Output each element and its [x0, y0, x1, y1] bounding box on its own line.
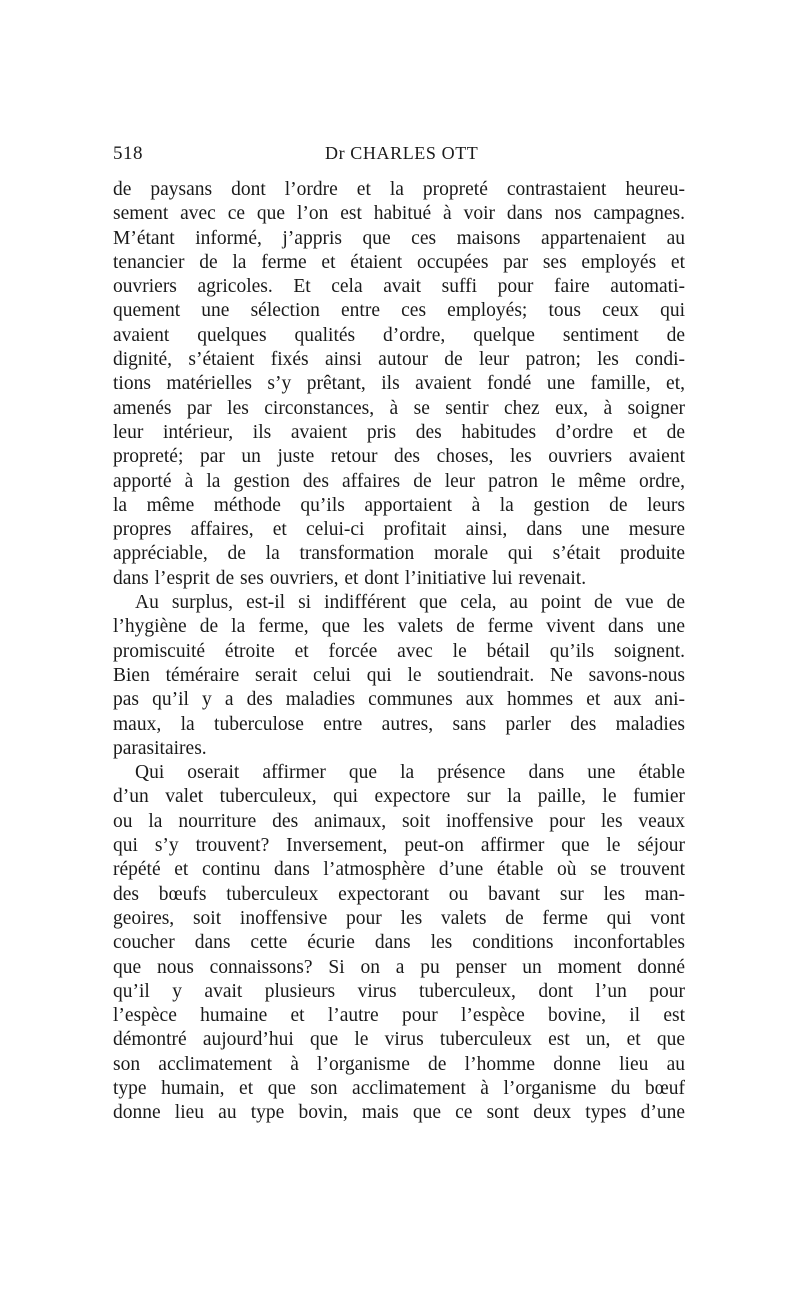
text-line: promiscuité étroite et forcée avec le bétail qu’ils soignent. [113, 640, 685, 662]
text-line: dans l’esprit de ses ouvriers, et dont l’initiative lui revenait. [113, 567, 587, 589]
text-line: sement avec ce que l’on est habitué à voir dans nos campagnes. [113, 203, 685, 225]
text-line: pas qu’il y a des maladies communes aux hommes et aux ani- [113, 689, 685, 711]
page-number: 518 [113, 143, 143, 164]
text-line: parasitaires. [113, 737, 207, 759]
text-line: ouvriers agricoles. Et cela avait suffi pour faire automati- [113, 276, 685, 298]
text-line: ou la nourriture des animaux, soit inoffensive pour les veaux [113, 810, 685, 832]
text-line: donne lieu au type bovin, mais que ce sont deux types d’une [113, 1102, 685, 1124]
text-line: amenés par les circonstances, à se sentir chez eux, à soigner [113, 397, 685, 419]
text-line: appréciable, de la transformation morale qui s’était produite [113, 543, 685, 565]
text-line: l’hygiène de la ferme, que les valets de ferme vivent dans une [113, 616, 685, 638]
text-line: démontré aujourd’hui que le virus tuberculeux est un, et que [113, 1029, 685, 1051]
text-line: qui s’y trouvent? Inversement, peut-on affirmer que le séjour [113, 835, 685, 857]
text-line: geoires, soit inoffensive pour les valets de ferme qui vont [113, 907, 685, 929]
text-line: propreté; par un juste retour des choses, les ouvriers avaient [113, 446, 685, 468]
text-line: type humain, et que son acclimatement à l’organisme du bœuf [113, 1077, 685, 1099]
text-line: son acclimatement à l’organisme de l’homme donne lieu au [113, 1053, 685, 1075]
text-line: Qui oserait affirmer que la présence dans une étable [135, 762, 685, 784]
text-line: de paysans dont l’ordre et la propreté contrastaient heureu- [113, 179, 685, 200]
body-text [113, 178, 685, 1126]
text-line: quement une sélection entre ces employés; tous ceux qui [113, 300, 685, 322]
text-line: maux, la tuberculose entre autres, sans parler des maladies [113, 713, 685, 735]
text-line: qu’il y avait plusieurs virus tuberculeux, dont l’un pour [113, 980, 685, 1002]
text-line: avaient quelques qualités d’ordre, quelque sentiment de [113, 324, 685, 346]
running-head: Dr CHARLES OTT [325, 143, 479, 163]
text-line: dignité, s’étaient fixés ainsi autour de leur patron; les condi- [113, 349, 685, 371]
text-line: des bœufs tuberculeux expectorant ou bavant sur les man- [113, 883, 685, 905]
text-line: l’espèce humaine et l’autre pour l’espèce bovine, il est [113, 1005, 685, 1027]
text-line: Bien téméraire serait celui qui le soutiendrait. Ne savons-nous [113, 664, 685, 686]
page-header [113, 143, 685, 173]
text-line: que nous connaissons? Si on a pu penser un moment donné [113, 956, 685, 978]
text-line: tions matérielles s’y prêtant, ils avaient fondé une famille, et, [113, 373, 685, 395]
text-line: d’un valet tuberculeux, qui expectore sur la paille, le fumier [113, 786, 685, 808]
text-line: M’étant informé, j’appris que ces maisons appartenaient au [113, 227, 685, 249]
text-line: Au surplus, est-il si indifférent que cela, au point de vue de [135, 592, 685, 614]
text-line: répété et continu dans l’atmosphère d’une étable où se trouvent [113, 859, 685, 881]
text-line: tenancier de la ferme et étaient occupées par ses employés et [113, 251, 685, 273]
text-line: propres affaires, et celui-ci profitait ainsi, dans une mesure [113, 519, 685, 541]
text-line: leur intérieur, ils avaient pris des habitudes d’ordre et de [113, 421, 685, 443]
text-line: la même méthode qu’ils apportaient à la gestion de leurs [113, 494, 685, 516]
text-line: coucher dans cette écurie dans les conditions inconfortables [113, 932, 685, 954]
text-line: apporté à la gestion des affaires de leur patron le même ordre, [113, 470, 685, 492]
